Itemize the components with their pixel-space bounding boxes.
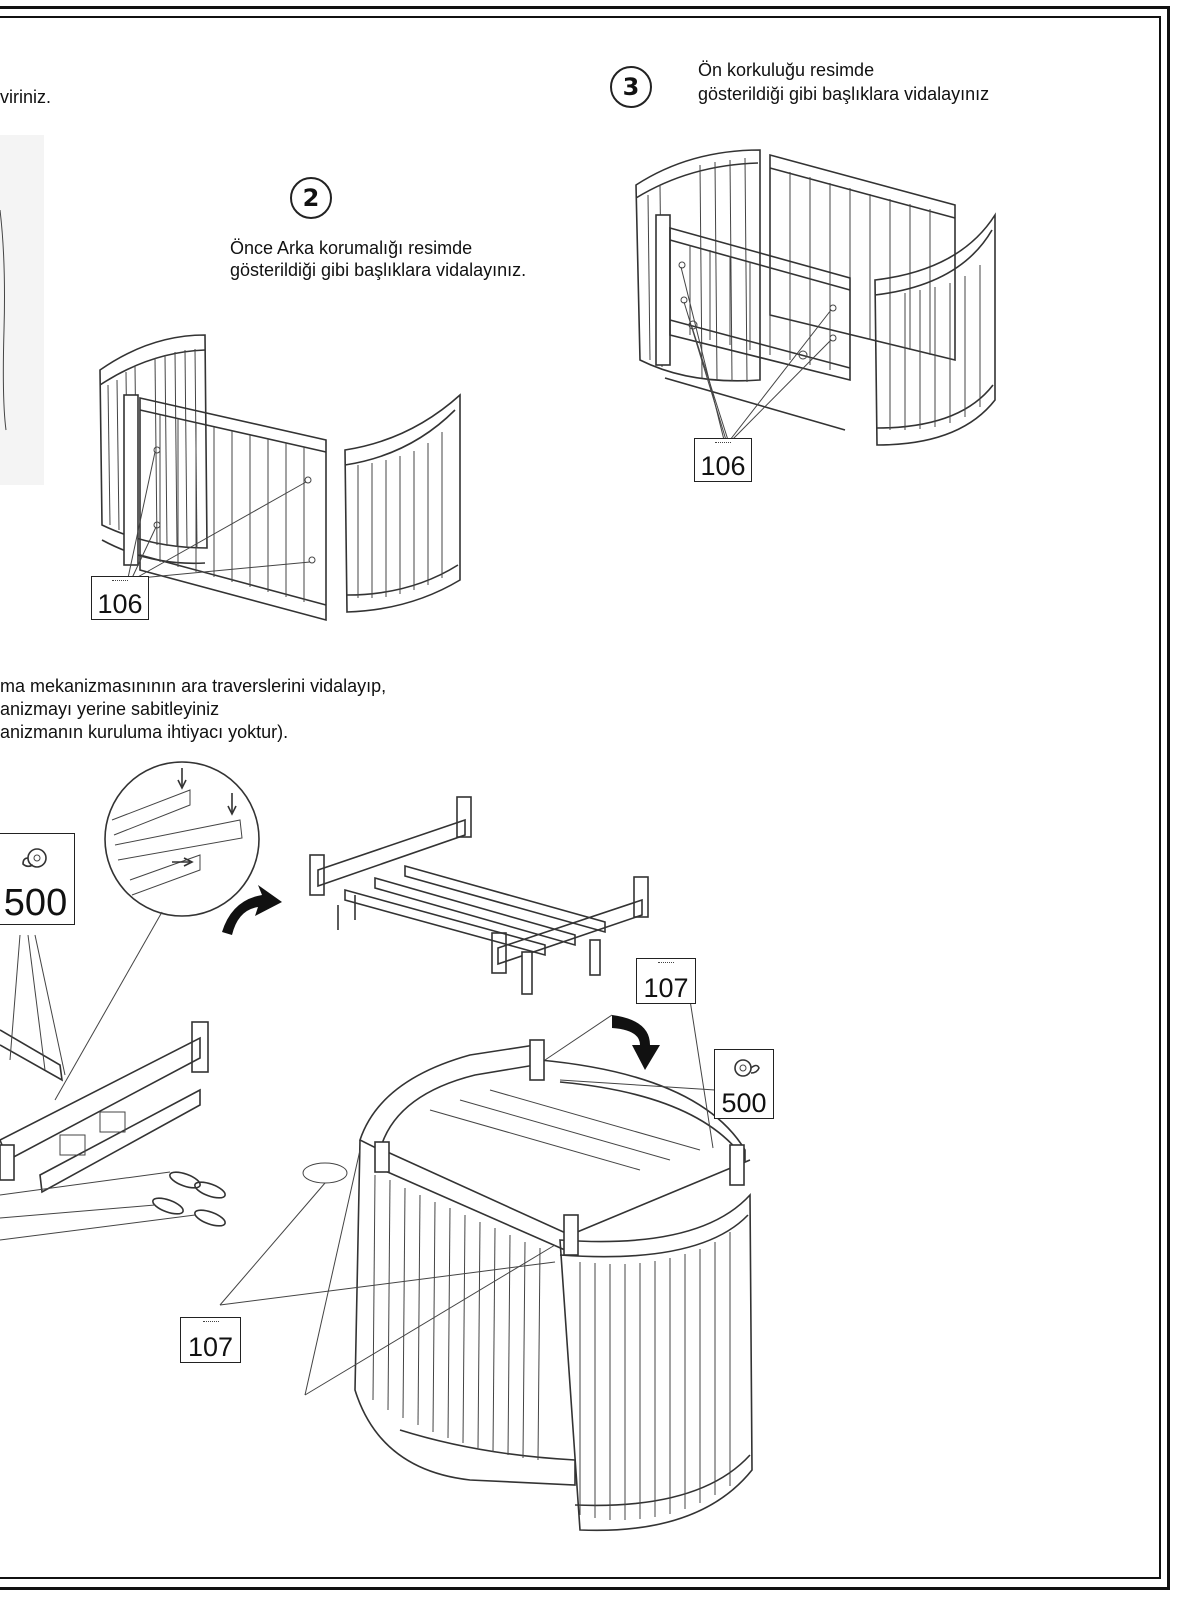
- connector-500-number: 500: [721, 1088, 767, 1118]
- screw-107-number: 107: [187, 1332, 234, 1362]
- barrel-nut-icon: [727, 1055, 767, 1081]
- screw-106-number: 106: [97, 589, 143, 619]
- screw-icon: [112, 580, 128, 585]
- step1-instruction-tail: viriniz.: [0, 87, 52, 107]
- final-crib-drawing: [220, 1000, 752, 1530]
- step3-instruction-line2: gösterildiği gibi başlıklara vidalayınız: [698, 84, 990, 104]
- screw-106-number: 106: [700, 451, 746, 481]
- step3-crib-drawing: [636, 150, 995, 445]
- connector-500-number: 500: [3, 882, 68, 924]
- step2-number: 2: [302, 184, 320, 212]
- step2-instruction-line2: gösterildiği gibi başlıklara vidalayınız.: [230, 260, 527, 280]
- screw-107-label-bottom: [180, 1317, 241, 1363]
- step3-number: 3: [622, 73, 640, 101]
- step4-instruction-line2: anizmayı yerine sabitleyiniz: [0, 699, 220, 719]
- left-mechanism-drawing: [0, 935, 227, 1240]
- step3-instruction-line1: Ön korkuluğu resimde: [698, 60, 875, 80]
- screw-icon: [203, 1321, 219, 1326]
- screw-107-label-top: [636, 958, 696, 1004]
- step1-crib-remnant: [0, 135, 44, 485]
- connector-500-label-left: [0, 833, 75, 925]
- step4-instruction-line3: anizmanın kuruluma ihtiyacı yoktur).: [0, 722, 289, 742]
- screw-icon: [715, 442, 731, 447]
- screw-106-label-step3: [694, 438, 752, 482]
- rocking-mechanism-drawing: [310, 797, 648, 994]
- step4-instruction-line1: ma mekanizmasınının ara traverslerini vidalayıp,: [0, 676, 387, 696]
- step2-instruction-line1: Önce Arka korumalığı resimde: [230, 238, 473, 258]
- step2-crib-drawing: [100, 335, 460, 620]
- down-arrow-icon: [612, 1015, 660, 1070]
- connector-500-label-right: [714, 1049, 774, 1119]
- screw-106-label-step2: [91, 576, 149, 620]
- rotate-arrow-icon: [222, 885, 282, 935]
- screw-icon: [658, 962, 674, 967]
- screw-107-number: 107: [643, 973, 689, 1003]
- barrel-nut-icon: [15, 844, 55, 874]
